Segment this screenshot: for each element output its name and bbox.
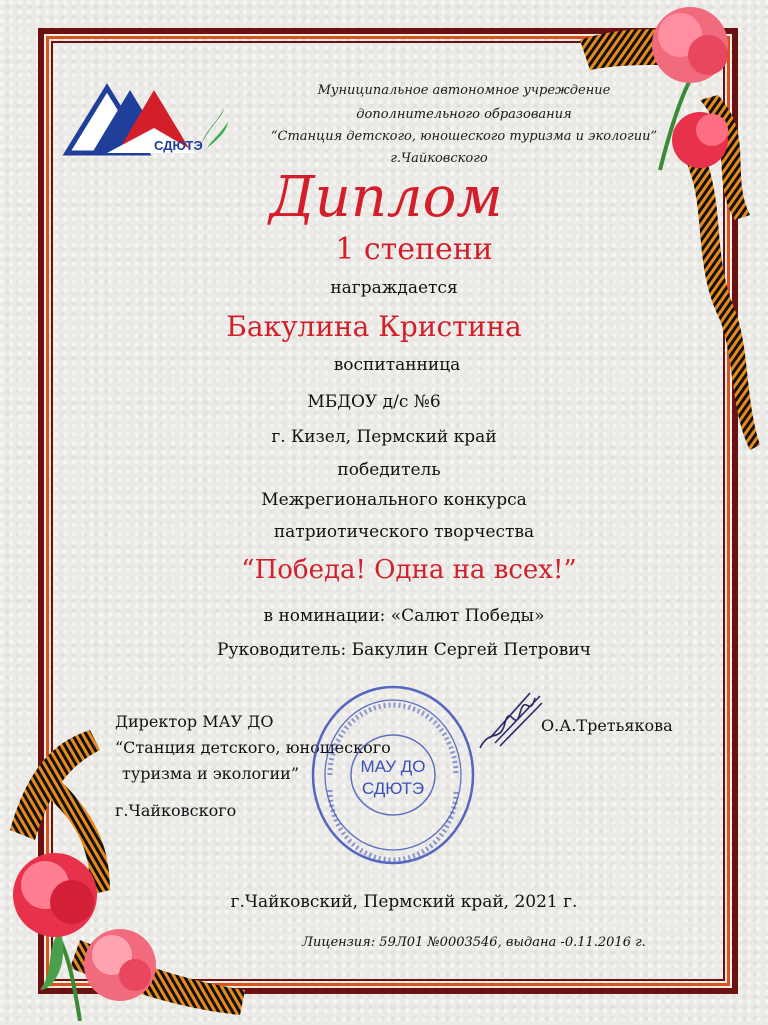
director-line-2: “Станция детского, юношеского <box>115 738 391 757</box>
place-year-text: г.Чайковский, Пермский край, 2021 г. <box>230 892 578 912</box>
org-line-3: “Станция детского, юношеского туризма и экологии” <box>270 129 658 144</box>
org-line-1: Муниципальное автономное учреждение <box>317 83 611 98</box>
status-text: победитель <box>337 460 441 480</box>
license-text: Лицензия: 59Л01 №0003546, выдана -0.11.2016 г. <box>302 935 646 950</box>
degree-text: 1 степени <box>335 232 493 267</box>
role-text: воспитанница <box>333 355 461 375</box>
director-line-1: Директор МАУ ДО <box>115 712 274 731</box>
awarded-text: награждается <box>330 278 458 298</box>
stamp-line-2: СДЮТЭ <box>361 779 425 798</box>
carnation-top-right <box>620 0 760 180</box>
stamp-line-1: МАУ ДО <box>360 757 426 776</box>
director-line-3: туризма и экологии” <box>122 764 299 783</box>
contest-name: “Победа! Одна на всех!” <box>241 555 577 585</box>
contest-line-1: Межрегионального конкурса <box>261 490 527 510</box>
institution-text: МБДОУ д/с №6 <box>307 392 441 412</box>
signature <box>470 688 550 758</box>
director-line-4: г.Чайковского <box>115 801 237 820</box>
city-text: г. Кизел, Пермский край <box>271 427 497 447</box>
supervisor-text: Руководитель: Бакулин Сергей Петрович <box>217 640 591 660</box>
carnation-bottom-left <box>0 840 170 1021</box>
org-line-2: дополнительного образования <box>356 107 572 122</box>
director-name: О.А.Третьякова <box>541 716 673 735</box>
recipient-name: Бакулина Кристина <box>226 310 522 343</box>
nomination-text: в номинации: «Салют Победы» <box>263 606 545 626</box>
org-line-4: г.Чайковского <box>390 151 488 166</box>
official-stamp <box>308 680 478 870</box>
contest-line-2: патриотического творчества <box>273 522 535 542</box>
logo-text: СДЮТЭ <box>154 138 203 153</box>
diploma-title: Диплом <box>269 165 503 230</box>
